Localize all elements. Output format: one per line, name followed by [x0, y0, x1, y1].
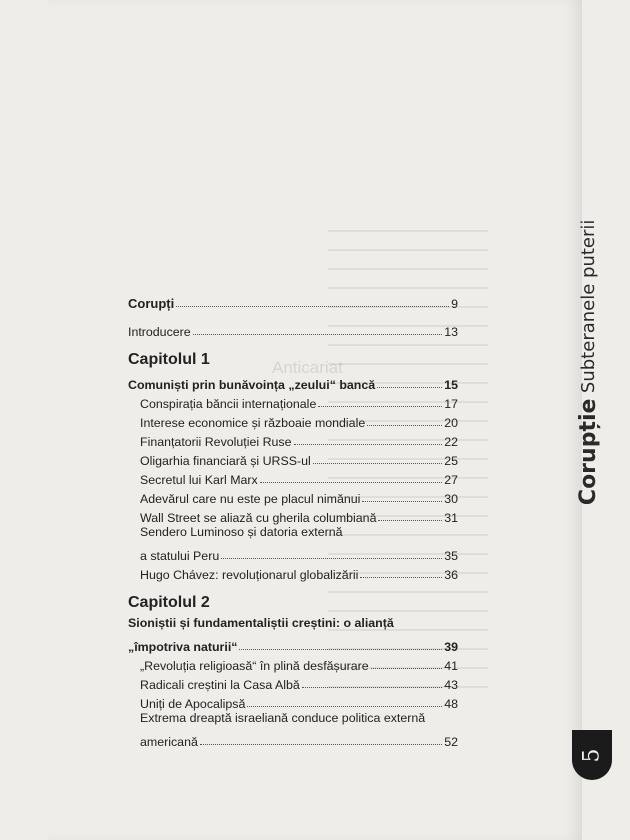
page-number-tab: [572, 730, 612, 780]
toc-entry: [128, 673, 458, 692]
dot-leader: [378, 519, 442, 521]
toc-entry-page: 43: [444, 678, 458, 692]
dot-leader: [302, 686, 442, 688]
running-subtitle: Subteranele puterii: [578, 220, 599, 394]
toc-entry-line1: [128, 525, 458, 544]
toc-entry-title: Secretul lui Karl Marx: [140, 473, 258, 487]
toc-entry-page: 48: [444, 697, 458, 711]
chapter-heading-2: Capitolul 2: [128, 594, 210, 611]
toc-entry: [128, 544, 458, 563]
toc-entry: [128, 411, 458, 430]
toc-entry: [128, 468, 458, 487]
toc-entry: [128, 730, 458, 749]
toc-entry-title: Finanțatorii Revoluției Ruse: [140, 435, 292, 449]
dot-leader: [221, 557, 442, 559]
toc-entry-title: Radicali creștini la Casa Albă: [140, 678, 300, 692]
toc-entry-page: 17: [444, 397, 458, 411]
toc-entry-title: Conspirația băncii internaționale: [140, 397, 317, 411]
chapter-1-section: [128, 373, 458, 392]
toc-entry-title: „împotriva naturii“: [128, 640, 238, 654]
toc-entry-title: Introducere: [128, 325, 191, 339]
toc-entry-page: 39: [444, 640, 458, 654]
toc-entry: [128, 563, 458, 582]
toc-entry-page: 30: [444, 492, 458, 506]
dot-leader: [377, 386, 442, 388]
toc-entry-page: 52: [444, 735, 458, 749]
toc-entry-title: Extrema dreaptă israeliană conduce politica externă: [140, 711, 426, 725]
toc-entry-title: Sioniștii și fundamentaliștii creștini: o alianță: [128, 616, 394, 630]
toc-entry-page: 27: [444, 473, 458, 487]
toc-entry-page: 15: [444, 378, 458, 392]
toc-entry-title: Hugo Chávez: revoluționarul globalizării: [140, 568, 359, 582]
toc-entry-page: 41: [444, 659, 458, 673]
chapter-heading-1: Capitolul 1: [128, 351, 210, 368]
dot-leader: [239, 648, 442, 650]
table-of-contents: [128, 292, 458, 749]
toc-entry-line1: [128, 711, 458, 730]
toc-entry: [128, 449, 458, 468]
chapter-2-section-line1: [128, 616, 458, 635]
toc-entry-page: 20: [444, 416, 458, 430]
toc-entry-title: Wall Street se aliază cu gherila columbiană: [140, 511, 377, 525]
dot-leader: [200, 743, 442, 745]
toc-entry-title: Interese economice și războaie mondiale: [140, 416, 366, 430]
dot-leader: [362, 500, 442, 502]
toc-entry-title: Comuniști prin bunăvoința „zeului“ bancă: [128, 378, 376, 392]
spine-header: [572, 220, 616, 780]
dot-leader: [318, 405, 442, 407]
toc-entry-page: 35: [444, 549, 458, 563]
toc-entry-title: „Revoluția religioasă“ în plină desfășurare: [140, 659, 369, 673]
toc-entry-page: 9: [451, 297, 458, 311]
toc-entry: [128, 430, 458, 449]
toc-entry-title: a statului Peru: [140, 549, 220, 563]
toc-entry-introducere: [128, 320, 458, 339]
chapter-2-section: [128, 635, 458, 654]
toc-entry-title: Uniți de Apocalipsă: [140, 697, 246, 711]
toc-entry: [128, 654, 458, 673]
toc-entry-title: Sendero Luminoso și datoria externă: [140, 525, 343, 539]
dot-leader: [313, 462, 442, 464]
running-title: Corupție: [576, 398, 601, 506]
toc-entry-page: 22: [444, 435, 458, 449]
toc-entry: [128, 692, 458, 711]
page-number: 5: [579, 748, 605, 762]
toc-entry-title: Oligarhia financiară și URSS-ul: [140, 454, 311, 468]
dot-leader: [247, 705, 442, 707]
toc-entry-corupti: [128, 292, 458, 311]
toc-entry-title: americană: [140, 735, 198, 749]
dot-leader: [193, 333, 443, 335]
toc-entry-page: 13: [444, 325, 458, 339]
toc-entry: [128, 506, 458, 525]
spine-title-block: [576, 220, 601, 505]
watermark-text: Anticariat: [272, 358, 343, 377]
dot-leader: [294, 443, 443, 445]
dot-leader: [176, 305, 449, 307]
toc-entry-page: 36: [444, 568, 458, 582]
dot-leader: [360, 576, 442, 578]
toc-entry: [128, 487, 458, 506]
dot-leader: [371, 667, 443, 669]
dot-leader: [367, 424, 442, 426]
toc-entry-title: Corupți: [128, 296, 175, 311]
toc-entry-page: 25: [444, 454, 458, 468]
toc-entry: [128, 392, 458, 411]
toc-entry-page: 31: [444, 511, 458, 525]
toc-entry-title: Adevărul care nu este pe placul nimănui: [140, 492, 361, 506]
dot-leader: [260, 481, 442, 483]
